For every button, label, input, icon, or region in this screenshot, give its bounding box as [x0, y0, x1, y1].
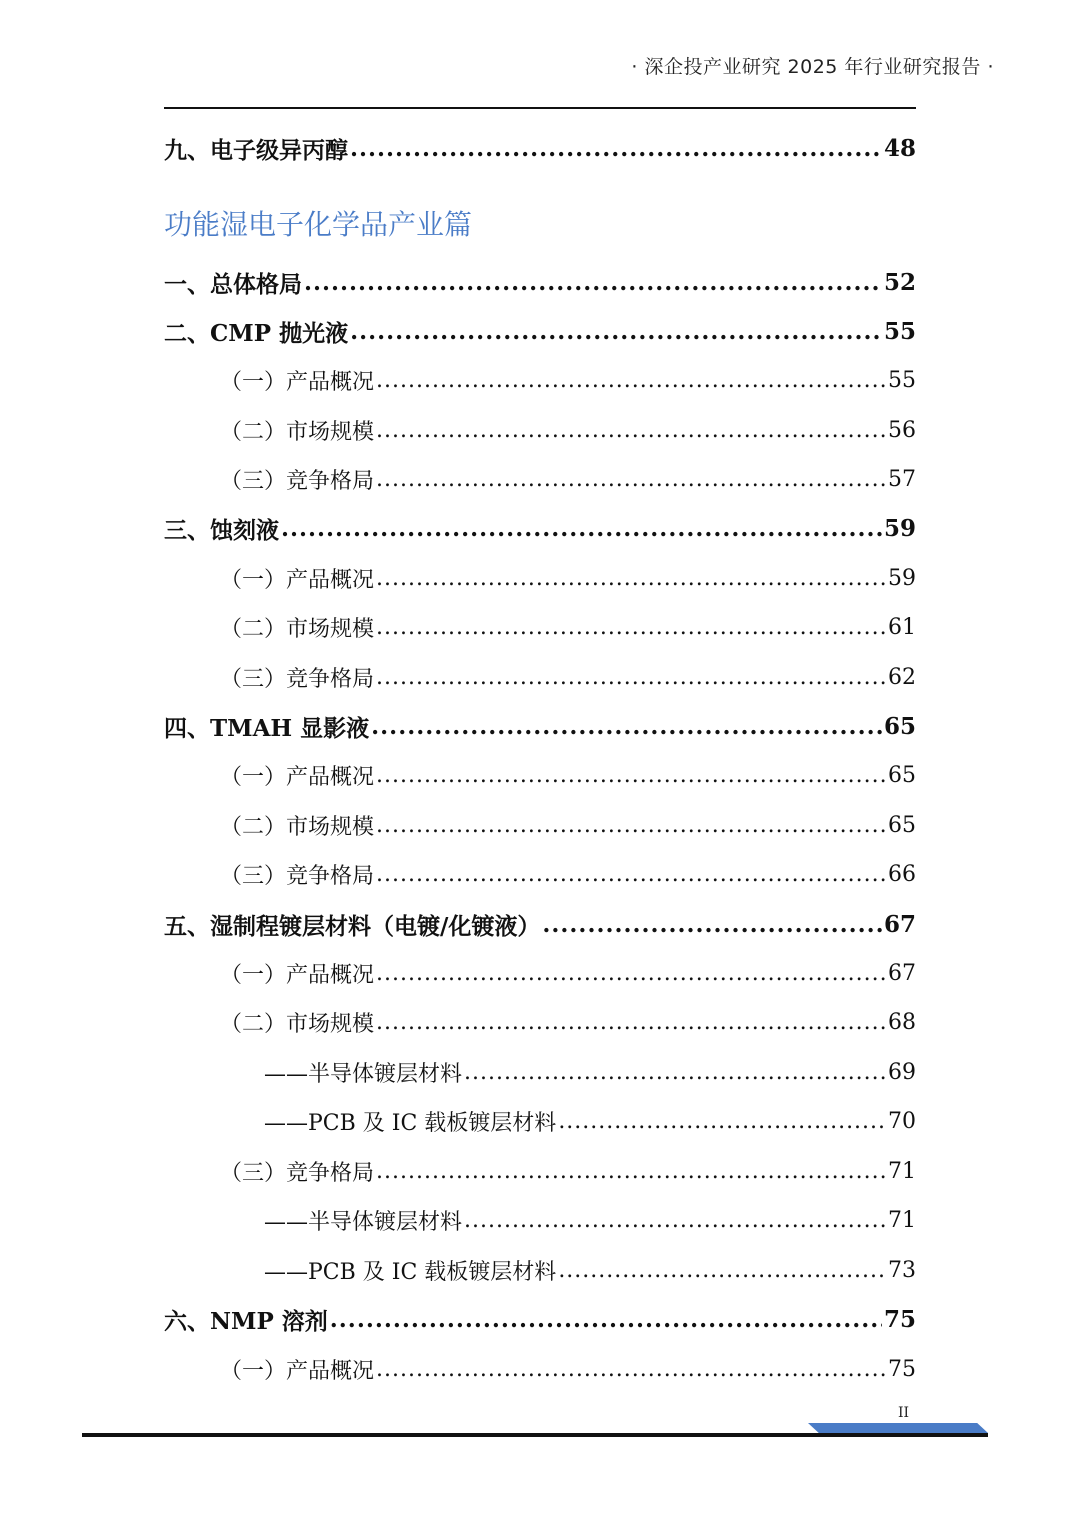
toc-entry-label: 一、总体格局: [164, 270, 302, 298]
toc-entry-label: （三）竞争格局: [220, 468, 375, 494]
header-rule: [164, 107, 916, 109]
toc-entry-page: 56: [888, 417, 916, 443]
toc-entry-page: 71: [888, 1158, 916, 1184]
toc-entry-page: 67: [883, 910, 916, 938]
toc-leader-dots: [376, 665, 886, 689]
toc-leader-dots: [376, 467, 886, 491]
toc-entry-page: 71: [888, 1207, 916, 1233]
toc-entry-label: （二）市场规模: [220, 814, 375, 840]
toc-entry[interactable]: [164, 264, 916, 300]
toc-entry[interactable]: [164, 1004, 916, 1040]
toc-leader-dots: [464, 1060, 886, 1084]
toc-entry-label: 六、NMP 溶剂: [164, 1307, 328, 1335]
toc-entry-page: 55: [888, 367, 916, 393]
toc-leader-dots: [376, 566, 886, 590]
toc-entry-page: 65: [888, 762, 916, 788]
toc-entry-label: （二）市场规模: [220, 616, 375, 642]
running-header: · 深企投产业研究 2025 年行业研究报告 ·: [631, 56, 994, 78]
toc-leader-dots: [376, 813, 886, 837]
toc-entry-page: 62: [888, 664, 916, 690]
toc-entry-label: （三）竞争格局: [220, 863, 375, 889]
toc-leader-dots: [304, 270, 882, 294]
toc-entry-page: 68: [888, 1009, 916, 1035]
toc-entry[interactable]: [164, 1301, 916, 1337]
toc-entry-label: ——PCB 及 IC 载板镀层材料: [264, 1259, 557, 1285]
toc-entry-label: （一）产品概况: [220, 764, 375, 790]
toc-entry[interactable]: [164, 1252, 916, 1288]
toc-entry[interactable]: [164, 461, 916, 497]
toc-entry-label: 五、湿制程镀层材料（电镀/化镀液）: [164, 912, 541, 940]
toc-entry-label: （一）产品概况: [220, 962, 375, 988]
toc-leader-dots: [558, 1258, 886, 1282]
toc-leader-dots: [350, 136, 882, 160]
toc-entry[interactable]: [164, 856, 916, 892]
toc-entry[interactable]: [164, 510, 916, 546]
toc-entry-label: ——PCB 及 IC 载板镀层材料: [264, 1110, 557, 1136]
toc-entry[interactable]: [164, 130, 916, 166]
toc-entry-page: 73: [888, 1257, 916, 1283]
toc-entry-label: （二）市场规模: [220, 419, 375, 445]
toc-leader-dots: [542, 912, 882, 936]
toc-entry-label: （三）竞争格局: [220, 1160, 375, 1186]
toc-leader-dots: [376, 763, 886, 787]
toc-entry[interactable]: [164, 609, 916, 645]
toc-entry[interactable]: [164, 1054, 916, 1090]
toc-leader-dots: [376, 862, 886, 886]
toc-leader-dots: [376, 615, 886, 639]
toc-entry-page: 57: [888, 466, 916, 492]
toc-entry[interactable]: [164, 560, 916, 596]
toc-entry-page: 55: [883, 317, 916, 345]
toc-entry-page: 59: [888, 565, 916, 591]
toc-entry[interactable]: [164, 757, 916, 793]
toc-leader-dots: [376, 1159, 886, 1183]
toc-entry-page: 67: [888, 960, 916, 986]
footer-accent-bar: [808, 1423, 988, 1433]
toc-entry-page: 70: [888, 1108, 916, 1134]
toc-leader-dots: [350, 319, 882, 343]
footer-rule: [82, 1433, 988, 1437]
toc-entry-page: 69: [888, 1059, 916, 1085]
toc-entry-label: 四、TMAH 显影液: [164, 714, 370, 742]
toc-entry-label: 二、CMP 抛光液: [164, 319, 349, 347]
toc-entry[interactable]: [164, 412, 916, 448]
toc-entry[interactable]: [164, 807, 916, 843]
toc-entry[interactable]: [164, 362, 916, 398]
toc-entry-label: 三、蚀刻液: [164, 516, 279, 544]
toc-entry[interactable]: [164, 1103, 916, 1139]
toc-leader-dots: [376, 368, 886, 392]
toc-leader-dots: [330, 1307, 882, 1331]
toc-leader-dots: [376, 961, 886, 985]
toc-entry-label: （一）产品概况: [220, 567, 375, 593]
toc-leader-dots: [376, 418, 886, 442]
toc-entry-page: 65: [883, 712, 916, 740]
toc-leader-dots: [281, 516, 882, 540]
toc-entry-label: （二）市场规模: [220, 1011, 375, 1037]
toc-entry-label: （三）竞争格局: [220, 666, 375, 692]
section-heading: 功能湿电子化学品产业篇: [164, 208, 473, 241]
toc-leader-dots: [558, 1109, 886, 1133]
toc-entry-label: ——半导体镀层材料: [264, 1061, 463, 1087]
toc-entry[interactable]: [164, 1153, 916, 1189]
toc-entry-page: 61: [888, 614, 916, 640]
toc-entry[interactable]: [164, 906, 916, 942]
toc-entry-page: 75: [888, 1356, 916, 1382]
toc-entry-label: 九、电子级异丙醇: [164, 136, 348, 164]
toc-entry-page: 65: [888, 812, 916, 838]
toc-entry-label: ——半导体镀层材料: [264, 1209, 463, 1235]
toc-entry-page: 48: [883, 134, 916, 162]
toc-entry[interactable]: [164, 313, 916, 349]
toc-leader-dots: [376, 1357, 886, 1381]
toc-leader-dots: [376, 1010, 886, 1034]
toc-leader-dots: [464, 1208, 886, 1232]
toc-entry[interactable]: [164, 708, 916, 744]
toc-entry-page: 66: [888, 861, 916, 887]
toc-entry[interactable]: [164, 1351, 916, 1387]
toc-entry-page: 75: [883, 1305, 916, 1333]
toc-entry[interactable]: [164, 955, 916, 991]
toc-entry-label: （一）产品概况: [220, 1358, 375, 1384]
toc-entry[interactable]: [164, 1202, 916, 1238]
toc-entry-page: 52: [883, 268, 916, 296]
toc-entry-page: 59: [883, 514, 916, 542]
toc-entry[interactable]: [164, 659, 916, 695]
toc-entry-label: （一）产品概况: [220, 369, 375, 395]
toc-leader-dots: [371, 714, 882, 738]
page-number: II: [898, 1405, 910, 1421]
